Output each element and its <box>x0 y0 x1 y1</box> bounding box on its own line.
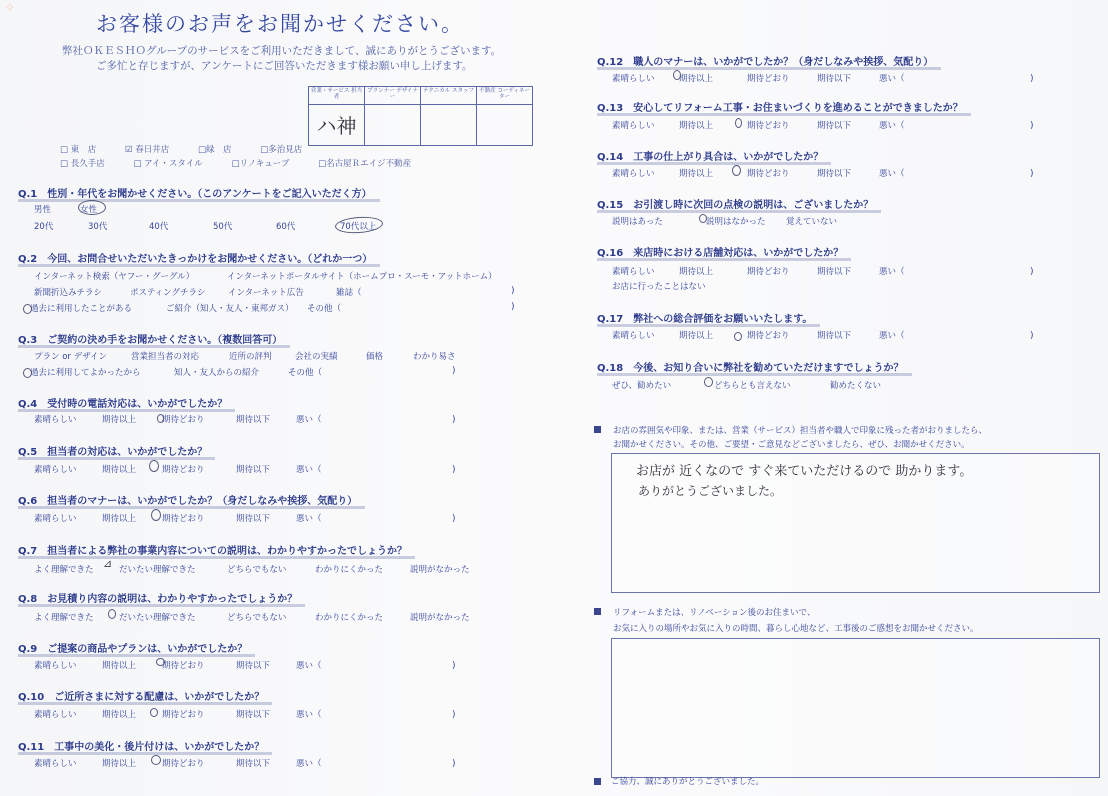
q14-option-bad[interactable]: 悪い（ <box>879 169 905 179</box>
q17-title: Q.17 弊社への総合評価をお願いいたします。 <box>597 310 812 325</box>
q4-option-as-expected[interactable]: 期待どおり <box>162 415 205 425</box>
q10-as-expected-mark <box>150 708 158 717</box>
q13-option-as-expected[interactable]: 期待どおり <box>747 121 790 131</box>
q5-option-as-expected[interactable]: 期待どおり <box>162 465 205 475</box>
q1-age-50s[interactable]: 50代 <box>213 222 233 232</box>
q6-option-above[interactable]: 期待以上 <box>102 514 137 524</box>
q7-option-understood-well[interactable]: よく理解できた <box>34 565 94 575</box>
q4-options <box>34 413 322 425</box>
branch-nagakute-checkbox[interactable]: □ 長久手店 <box>60 159 105 169</box>
q17-options <box>612 329 905 341</box>
impression-answer-line-2: ありがとうございました。 <box>638 484 783 498</box>
q14-option-as-expected[interactable]: 期待どおり <box>747 169 790 179</box>
q9-option-below[interactable]: 期待以下 <box>236 661 271 671</box>
q7-option-hard[interactable]: わかりにくかった <box>315 565 384 575</box>
impression-bullet-icon <box>594 426 601 433</box>
impression-answer-line-1: お店が 近くなので すぐ来ていただけるので 助かります。 <box>636 464 973 479</box>
q2-option-newspaper-flyer[interactable]: 新聞折込みチラシ <box>34 288 103 298</box>
q11-close-paren: ) <box>452 759 456 769</box>
q5-option-above[interactable]: 期待以上 <box>102 465 137 475</box>
after-reform-answer-box[interactable] <box>611 638 1100 778</box>
q2-option-web-ad[interactable]: インターネット広告 <box>228 288 304 298</box>
q2-option-other[interactable]: その他（ <box>307 304 342 314</box>
q17-as-expected-mark <box>734 332 742 341</box>
handwritten-staff-name: ハ神 <box>316 114 357 138</box>
branch-row-1 <box>60 143 328 155</box>
after-reform-prompt-2: お気に入りの場所やお気に入りの時間、暮らし心地など、工事後のご感想をお聞かせください。 <box>613 624 979 634</box>
q2-past-use-circle-mark <box>23 304 32 314</box>
q8-options <box>34 611 470 623</box>
faint-stamp-mark: ✧ <box>4 0 16 16</box>
q1-age-70s-plus[interactable]: 70代以上 <box>340 222 377 232</box>
thanks-bullet-icon <box>594 778 601 785</box>
staff-header-planner: プランナー デザイナー <box>365 87 421 105</box>
q2-option-past-use[interactable]: 過去に利用したことがある <box>30 304 133 314</box>
q14-as-expected-mark <box>732 165 741 176</box>
q15-title: Q.15 お引渡し時に次回の点検の説明は、ございましたか？ <box>597 196 873 211</box>
q1-age-options <box>34 220 376 232</box>
q3-option-past-good[interactable]: 過去に利用してよかったから <box>30 368 141 378</box>
q5-as-expected-mark <box>149 460 159 472</box>
q18-title: Q.18 今後、お知り合いに弊社を勧めていただけますでしょうか？ <box>597 359 904 374</box>
q12-title: Q.12 職人のマナーは、いかがでしたか？（身だしなみや挨拶、気配り） <box>597 53 933 68</box>
impression-answer-box[interactable] <box>611 453 1100 593</box>
q1-age-30s[interactable]: 30代 <box>88 222 108 232</box>
q2-magazine-close-paren: ) <box>511 286 515 296</box>
q2-row-1 <box>34 270 497 282</box>
q15-options <box>612 215 837 227</box>
q6-title: Q.6 担当者のマナーは、いかがでしたか？（身だしなみや挨拶、気配り） <box>18 492 357 507</box>
q6-options <box>34 512 322 524</box>
q9-option-excellent[interactable]: 素晴らしい <box>34 661 77 671</box>
q10-close-paren: ) <box>452 710 456 720</box>
q7-options <box>34 563 470 575</box>
q8-mostly-understood-mark <box>108 609 116 619</box>
q14-option-excellent[interactable]: 素晴らしい <box>612 169 655 179</box>
staff-cell-sales[interactable] <box>309 105 365 146</box>
q15-option-not-explained[interactable]: 説明はなかった <box>706 217 766 227</box>
q13-option-below[interactable]: 期待以下 <box>817 121 852 131</box>
q11-option-below[interactable]: 期待以下 <box>236 759 271 769</box>
q15-option-dont-remember[interactable]: 覚えていない <box>786 217 838 227</box>
q16-close-paren: ) <box>1030 267 1034 277</box>
q16-options <box>612 265 905 277</box>
branch-istyle-checkbox[interactable]: □ アイ・スタイル <box>133 159 203 169</box>
q2-row-2 <box>34 286 362 298</box>
q1-option-female[interactable]: 女性 <box>80 205 98 215</box>
q2-option-posting-flyer[interactable]: ポスティングチラシ <box>130 288 206 298</box>
q2-option-referral[interactable]: ご紹介（知人・友人・東邦ガス） <box>166 304 294 314</box>
q7-option-neutral[interactable]: どちらでもない <box>227 565 287 575</box>
q5-option-below[interactable]: 期待以下 <box>236 465 271 475</box>
q1-title: Q.1 性別・年代をお聞かせください。（このアンケートをご記入いただく方） <box>18 185 372 200</box>
q12-option-as-expected[interactable]: 期待どおり <box>747 74 790 84</box>
q4-option-bad[interactable]: 悪い（ <box>296 415 322 425</box>
q9-option-bad[interactable]: 悪い（ <box>296 661 322 671</box>
q6-as-expected-mark <box>151 509 161 521</box>
q11-option-as-expected[interactable]: 期待どおり <box>162 759 205 769</box>
q6-option-as-expected[interactable]: 期待どおり <box>162 514 205 524</box>
q4-option-excellent[interactable]: 素晴らしい <box>34 415 77 425</box>
q5-close-paren: ) <box>452 465 456 475</box>
q11-option-excellent[interactable]: 素晴らしい <box>34 759 77 769</box>
q5-options <box>34 463 322 475</box>
q13-as-expected-mark <box>735 118 742 128</box>
q3-option-friend-referral[interactable]: 知人・友人からの紹介 <box>174 368 260 378</box>
q12-close-paren: ) <box>1030 74 1034 84</box>
after-reform-bullet-icon <box>594 608 601 615</box>
staff-header-sales: 営業・サービス 担当者 <box>309 87 365 105</box>
q16-option-above[interactable]: 期待以上 <box>679 267 714 277</box>
q14-option-below[interactable]: 期待以下 <box>817 169 852 179</box>
q1-age-60s[interactable]: 60代 <box>276 222 296 232</box>
q10-option-excellent[interactable]: 素晴らしい <box>34 710 77 720</box>
q5-option-bad[interactable]: 悪い（ <box>296 465 322 475</box>
q13-options <box>612 119 905 131</box>
q13-close-paren: ) <box>1030 121 1034 131</box>
q2-option-portal[interactable]: インターネットポータルサイト（ホームプロ・スーモ・アットホーム） <box>227 272 497 282</box>
q11-option-bad[interactable]: 悪い（ <box>296 759 322 769</box>
q3-option-track-record[interactable]: 会社の実績 <box>295 352 338 362</box>
q17-option-excellent[interactable]: 素晴らしい <box>612 331 655 341</box>
q2-option-magazine[interactable]: 雑誌（ <box>336 288 362 298</box>
q4-option-above[interactable]: 期待以上 <box>102 415 137 425</box>
q15-not-explained-mark <box>699 214 707 223</box>
q16-option-never-visited[interactable]: お店に行ったことはない <box>612 282 706 292</box>
q17-option-below[interactable]: 期待以下 <box>817 331 852 341</box>
after-reform-prompt-1: リフォームまたは、リノベーション後のお住まいで、 <box>613 608 816 618</box>
q6-option-bad[interactable]: 悪い（ <box>296 514 322 524</box>
q8-title: Q.8 お見積り内容の説明は、わかりやすかったでしょうか？ <box>18 590 297 605</box>
q7-option-mostly-understood[interactable]: だいたい理解できた <box>119 565 196 575</box>
thanks-text: ご協力、誠にありがとうございました。 <box>611 777 765 787</box>
q17-option-bad[interactable]: 悪い（ <box>879 331 905 341</box>
q15-option-explained[interactable]: 説明はあった <box>612 217 663 227</box>
q3-other-close-paren: ) <box>452 366 456 376</box>
q9-as-expected-mark <box>156 658 165 666</box>
q12-option-bad[interactable]: 悪い（ <box>879 74 905 84</box>
q13-option-bad[interactable]: 悪い（ <box>879 121 905 131</box>
q18-undecided-mark <box>704 377 713 387</box>
q1-female-circle-mark <box>78 200 106 215</box>
q17-close-paren: ) <box>1030 331 1034 341</box>
q9-title: Q.9 ご提案の商品やプランは、いかがでしたか？ <box>18 640 247 655</box>
q8-option-hard[interactable]: わかりにくかった <box>315 613 384 623</box>
q18-option-undecided[interactable]: どちらとも言えない <box>714 381 791 391</box>
q16-option-as-expected[interactable]: 期待どおり <box>747 267 790 277</box>
q9-option-as-expected[interactable]: 期待どおり <box>162 661 205 671</box>
staff-header-realestate: 不動産 コーディネーター <box>477 87 533 105</box>
q14-option-above[interactable]: 期待以上 <box>679 169 714 179</box>
q4-close-paren: ) <box>452 415 456 425</box>
q3-option-price[interactable]: 価格 <box>366 352 384 362</box>
q6-close-paren: ) <box>452 514 456 524</box>
intro-line-2: ご多忙と存じますが、アンケートにご回答いただきます様お願い申し上げます。 <box>96 60 473 72</box>
q14-options <box>612 167 905 179</box>
q7-option-no-explanation[interactable]: 説明がなかった <box>410 565 470 575</box>
q9-options <box>34 659 322 671</box>
q12-option-above[interactable]: 期待以上 <box>679 74 714 84</box>
q4-title: Q.4 受付時の電話対応は、いかがでしたか？ <box>18 395 227 410</box>
q8-option-no-explanation[interactable]: 説明がなかった <box>410 613 470 623</box>
q12-option-excellent[interactable]: 素晴らしい <box>612 74 655 84</box>
q6-option-excellent[interactable]: 素晴らしい <box>34 514 77 524</box>
q10-option-above[interactable]: 期待以上 <box>102 710 137 720</box>
branch-midori-checkbox[interactable]: □緑 店 <box>197 145 232 155</box>
q8-option-understood-well[interactable]: よく理解できた <box>34 613 94 623</box>
branch-nagoya-r-checkbox[interactable]: □名古屋Ｒエイジ不動産 <box>318 159 412 169</box>
q17-option-above[interactable]: 期待以上 <box>679 331 714 341</box>
q3-past-good-circle-mark <box>23 368 32 378</box>
q2-row-3 <box>30 302 341 314</box>
q8-option-neutral[interactable]: どちらでもない <box>227 613 287 623</box>
q18-option-recommend[interactable]: ぜひ、勧めたい <box>612 381 672 391</box>
branch-higashi-checkbox[interactable]: □ 東 店 <box>60 145 97 155</box>
q9-option-above[interactable]: 期待以上 <box>102 661 137 671</box>
q8-option-mostly-understood[interactable]: だいたい理解できた <box>119 613 196 623</box>
q3-option-reputation[interactable]: 近所の評判 <box>229 352 272 362</box>
q14-title: Q.14 工事の仕上がり具合は、いかがでしたか？ <box>597 148 823 163</box>
staff-table <box>308 86 533 146</box>
q16-title: Q.16 来店時における店舗対応は、いかがでしたか？ <box>597 244 843 259</box>
q16-option-below[interactable]: 期待以下 <box>817 267 852 277</box>
q11-title: Q.11 工事中の美化・後片付けは、いかがでしたか？ <box>18 738 264 753</box>
q12-above-mark <box>673 70 681 80</box>
q13-option-above[interactable]: 期待以上 <box>679 121 714 131</box>
q7-title: Q.7 担当者による弊社の事業内容についての説明は、わかりやすかったでしょうか？ <box>18 542 407 557</box>
q11-option-above[interactable]: 期待以上 <box>102 759 137 769</box>
q10-options <box>34 708 322 720</box>
q13-option-excellent[interactable]: 素晴らしい <box>612 121 655 131</box>
branch-kasugai-checkbox[interactable]: ☑ 春日井店 <box>124 145 170 155</box>
q12-option-below[interactable]: 期待以下 <box>817 74 852 84</box>
q1-option-male[interactable]: 男性 <box>34 205 52 215</box>
q10-option-below[interactable]: 期待以下 <box>236 710 271 720</box>
branch-tajimi-checkbox[interactable]: □多治見店 <box>260 145 303 155</box>
q3-title: Q.3 ご契約の決め手をお聞かせください。（複数回答可） <box>18 331 282 346</box>
q16-option-excellent[interactable]: 素晴らしい <box>612 267 655 277</box>
q6-option-below[interactable]: 期待以下 <box>236 514 271 524</box>
branch-row-2 <box>60 157 437 169</box>
q5-title: Q.5 担当者の対応は、いかがでしたか？ <box>18 443 207 458</box>
q16-option-bad[interactable]: 悪い（ <box>879 267 905 277</box>
q7-hand-tick-mark: ⊿ <box>103 557 113 570</box>
staff-cell-technical[interactable] <box>421 105 477 146</box>
q3-option-sales-response[interactable]: 営業担当者の対応 <box>131 352 200 362</box>
q18-option-not-recommend[interactable]: 勧めたくない <box>830 381 882 391</box>
q10-title: Q.10 ご近所さまに対する配慮は、いかがでしたか？ <box>18 688 264 703</box>
q1-age-40s[interactable]: 40代 <box>149 222 169 232</box>
q3-row-2 <box>30 366 322 378</box>
page-title: お客様のお声をお聞かせください。 <box>96 12 464 36</box>
q17-option-as-expected[interactable]: 期待どおり <box>747 331 790 341</box>
q3-option-clarity[interactable]: わかり易さ <box>413 352 456 362</box>
q11-as-expected-mark <box>151 755 161 765</box>
q3-option-plan-design[interactable]: プラン or デザイン <box>34 352 108 362</box>
q9-close-paren: ) <box>452 661 456 671</box>
q2-option-search[interactable]: インターネット検索（ヤフー・グーグル） <box>34 272 195 282</box>
q2-other-close-paren: ) <box>511 302 515 312</box>
q18-options <box>612 379 881 391</box>
branch-renocube-checkbox[interactable]: □リノキューブ <box>231 159 290 169</box>
q1-age-20s[interactable]: 20代 <box>34 222 54 232</box>
q4-option-below[interactable]: 期待以下 <box>236 415 271 425</box>
q10-option-bad[interactable]: 悪い（ <box>296 710 322 720</box>
q12-options <box>612 72 905 84</box>
q3-row-1 <box>34 350 456 362</box>
staff-cell-planner[interactable] <box>365 105 421 146</box>
q4-as-expected-mark <box>157 414 164 423</box>
q2-title: Q.2 今回、お問合せいただいたきっかけをお聞かせください。（どれか一つ） <box>18 250 372 265</box>
q5-option-excellent[interactable]: 素晴らしい <box>34 465 77 475</box>
q11-options <box>34 757 322 769</box>
staff-header-technical: テクニカル スタッフ <box>421 87 477 105</box>
q3-option-other[interactable]: その他（ <box>288 368 323 378</box>
q10-option-as-expected[interactable]: 期待どおり <box>162 710 205 720</box>
q14-close-paren: ) <box>1030 169 1034 179</box>
impression-prompt-1: お店の雰囲気や印象、または、営業（サービス）担当者や職人で印象に残った者がおりましたら、 <box>613 426 988 436</box>
impression-prompt-2: お聞かせください。その他、ご要望・ご意見などございましたら、ぜひ、お聞かせください。 <box>613 440 970 450</box>
q13-title: Q.13 安心してリフォーム工事・お住まいづくりを進めることができましたか？ <box>597 99 963 114</box>
intro-line-1: 弊社ＯＫＥＳＨＯグループのサービスをご利用いただきまして、誠にありがとうございます。 <box>62 45 502 57</box>
staff-cell-realestate[interactable] <box>477 105 533 146</box>
